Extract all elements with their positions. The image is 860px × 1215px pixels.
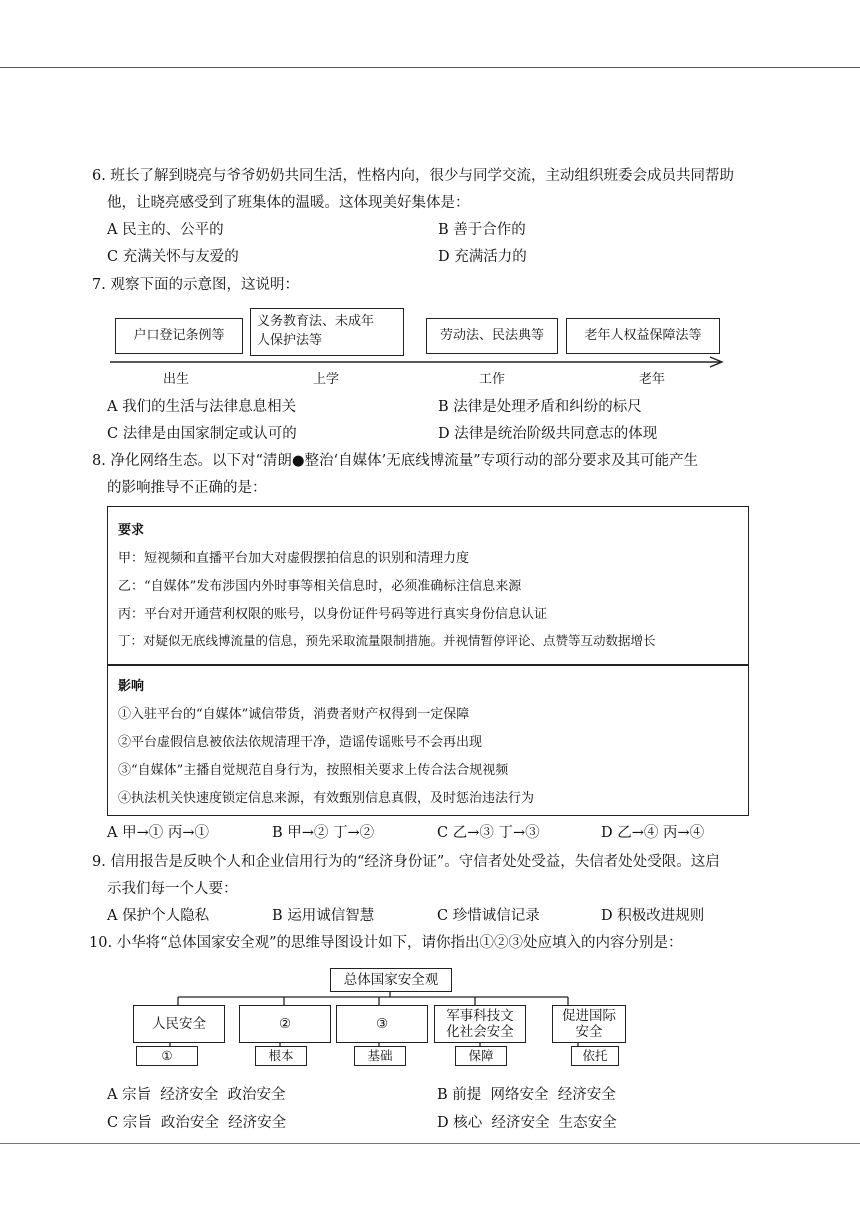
q9-stem-line2: 示我们每一个人要： xyxy=(107,881,238,897)
q8-option-d: D 乙→④ 丙→④ xyxy=(601,825,705,841)
mindmap-root: 总体国家安全观 xyxy=(330,968,452,992)
mindmap-node-military xyxy=(434,1005,526,1043)
timeline-box-school xyxy=(250,308,404,356)
page-bottom-rule xyxy=(0,1143,860,1144)
timeline-stage-work: 工作 xyxy=(478,372,505,387)
timeline-box-work-text: 劳动法、民法典等 xyxy=(439,328,544,343)
requirement-ding: 丁：对疑似无底线博流量的信息，预先采取流量限制措施。并视情暂停评论、点赞等互动数据增长 xyxy=(118,633,656,648)
q6-option-b: B 善于合作的 xyxy=(438,222,526,238)
mindmap-sub-root: 根本 xyxy=(255,1046,307,1066)
q10-option-d: D 核心 经济安全 生态安全 xyxy=(437,1115,617,1131)
q7-option-a: A 我们的生活与法律息息相关 xyxy=(107,399,297,415)
q8-stem-line2: 的影响推导不正确的是： xyxy=(107,480,267,496)
timeline-arrow xyxy=(110,355,730,369)
q9-option-b: B 运用诚信智慧 xyxy=(272,908,375,924)
requirements-divider xyxy=(108,664,748,666)
timeline-box-school-line2: 人保护法等 xyxy=(257,333,323,348)
q8-option-b: B 甲→② 丁→② xyxy=(272,825,375,841)
timeline-box-birth-text: 户口登记条例等 xyxy=(133,328,225,343)
q8-requirements-table xyxy=(107,506,749,816)
q9-stem-line1: 9. 信用报告是反映个人和企业信用行为的“经济身份证”。守信者处处受益，失信者处处受限。这启 xyxy=(92,854,720,870)
q7-option-d: D 法律是统治阶级共同意志的体现 xyxy=(438,426,658,442)
q7-option-b: B 法律是处理矛盾和纠纷的标尺 xyxy=(438,399,642,415)
mindmap-sub-foundation: 基础 xyxy=(354,1046,406,1066)
q9-option-d: D 积极改进规则 xyxy=(601,908,705,924)
mindmap-sub-1: ① xyxy=(136,1046,198,1066)
requirement-bing: 丙：平台对开通营利权限的账号，以身份证件号码等进行真实身份信息认证 xyxy=(118,607,548,622)
mindmap-node-international-line1: 促进国际 xyxy=(562,1008,616,1024)
q7-stem: 7. 观察下面的示意图，这说明： xyxy=(92,277,299,293)
timeline-stage-elderly: 老年 xyxy=(638,372,665,387)
q6-stem-line2: 他，让晓亮感受到了班集体的温暖。这体现美好集体是： xyxy=(107,195,470,211)
q10-stem: 10. 小华将“总体国家安全观”的思维导图设计如下，请你指出①②③处应填入的内容分别是： xyxy=(89,935,683,951)
mindmap-node-military-line2: 化社会安全 xyxy=(446,1024,514,1040)
impacts-title: 影响 xyxy=(118,679,145,694)
q9-option-c: C 珍惜诚信记录 xyxy=(437,908,540,924)
mindmap-node-international-line2: 安全 xyxy=(575,1024,603,1040)
mindmap-sub-support: 依托 xyxy=(571,1046,619,1066)
mindmap-node-3: ③ xyxy=(336,1005,428,1043)
q10-option-b: B 前提 网络安全 经济安全 xyxy=(437,1087,616,1103)
timeline-box-school-line1: 义务教育法、未成年 xyxy=(257,314,375,329)
timeline-box-elderly xyxy=(566,318,720,354)
q7-option-c: C 法律是由国家制定或认可的 xyxy=(107,426,297,442)
q10-option-a: A 宗旨 经济安全 政治安全 xyxy=(107,1087,286,1103)
q10-option-c: C 宗旨 政治安全 经济安全 xyxy=(107,1115,287,1131)
timeline-box-elderly-text: 老年人权益保障法等 xyxy=(584,328,702,343)
timeline-box-work xyxy=(426,318,558,354)
mindmap-node-international xyxy=(552,1005,626,1043)
q8-stem-line1: 8. 净化网络生态。以下对“清朗●整治‘自媒体’无底线博流量”专项行动的部分要求及其可能产生 xyxy=(92,453,699,469)
mindmap-node-military-line1: 军事科技文 xyxy=(446,1008,514,1024)
q8-option-c: C 乙→③ 丁→③ xyxy=(437,825,540,841)
impact-1: ①入驻平台的“自媒体”诚信带货，消费者财产权得到一定保障 xyxy=(118,707,470,722)
q9-option-a: A 保护个人隐私 xyxy=(107,908,210,924)
impact-4: ④执法机关快速度锁定信息来源，有效甄别信息真假，及时惩治违法行为 xyxy=(118,791,535,806)
mindmap-sub-guarantee: 保障 xyxy=(455,1046,507,1066)
q8-option-a: A 甲→① 丙→① xyxy=(107,825,209,841)
mindmap-node-2: ② xyxy=(239,1005,331,1043)
q6-option-d: D 充满活力的 xyxy=(438,249,527,265)
mindmap-node-people: 人民安全 xyxy=(133,1005,225,1043)
q6-option-a: A 民主的、公平的 xyxy=(107,222,224,238)
timeline-stage-birth: 出生 xyxy=(162,372,189,387)
timeline-stage-school: 上学 xyxy=(312,372,339,387)
q6-option-c: C 充满关怀与友爱的 xyxy=(107,249,239,265)
impact-3: ③“自媒体”主播自觉规范自身行为，按照相关要求上传合法合规视频 xyxy=(118,763,509,778)
requirement-yi: 乙：“自媒体”发布涉国内外时事等相关信息时，必须准确标注信息来源 xyxy=(118,579,522,594)
impact-2: ②平台虚假信息被依法依规清理干净，造谣传谣账号不会再出现 xyxy=(118,735,483,750)
timeline-box-birth xyxy=(115,318,243,354)
requirements-title: 要求 xyxy=(118,523,145,538)
requirement-jia: 甲：短视频和直播平台加大对虚假摆拍信息的识别和清理力度 xyxy=(118,551,470,566)
q6-stem-line1: 6. 班长了解到晓亮与爷爷奶奶共同生活，性格内向，很少与同学交流，主动组织班委会成员共同帮助 xyxy=(92,168,734,184)
page-top-rule xyxy=(0,67,860,68)
